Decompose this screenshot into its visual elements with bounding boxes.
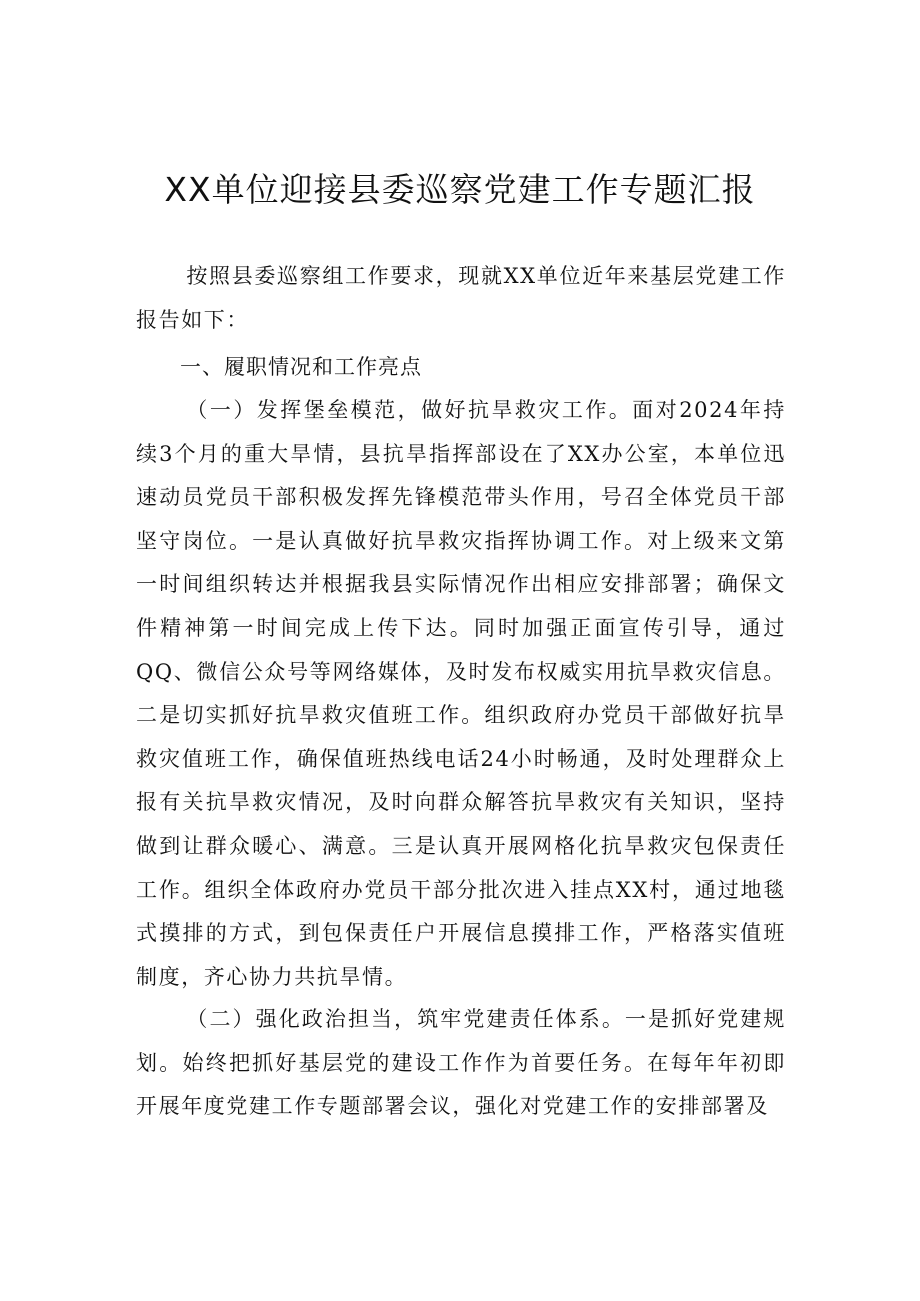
document-title: XX单位迎接县委巡察党建工作专题汇报 — [164, 170, 756, 209]
section-heading: 一、履职情况和工作亮点 — [180, 355, 422, 379]
intro-paragraph: 按照县委巡察组工作要求，现就XX单位近年来基层党建工作报告如下： — [136, 264, 786, 332]
body-paragraph-2: （二）强化政治担当，筑牢党建责任体系。一是抓好党建规划。始终把抓好基层党的建设工作作为首要任务。在每年年初即开展年度党建工作专题部署会议，强化对党建工作的安排部署及 — [136, 1007, 786, 1119]
body-paragraph-1: （一）发挥堡垒模范，做好抗旱救灾工作。面对2024年持续3个月的重大旱情，县抗旱指挥部设在了XX办公室，本单位迅速动员党员干部积极发挥先锋模范带头作用，号召全体党员干部坚守岗位。一是认真做好抗旱救灾指挥协调工作。对上级来文第一时间组织转达并根据我县实际情况作出相应安排部署；确保文件精神第一时间完成上传下达。同时加强正面宣传引导，通过QQ、微信公众号等网络媒体，及时发布权威实用抗旱救灾信息。二是切实抓好抗旱救灾值班工作。组织政府办党员干部做好抗旱救灾值班工作，确保值班热线电话24小时畅通，及时处理群众上报有关抗旱救灾情况，及时向群众解答抗旱救灾有关知识，坚持做到让群众暖心、满意。三是认真开展网格化抗旱救灾包保责任工作。组织全体政府办党员干部分批次进入挂点XX村，通过地毯式摸排的方式，到包保责任户开展信息摸排工作，严格落实值班制度，齐心协力共抗旱情。 — [136, 398, 786, 989]
